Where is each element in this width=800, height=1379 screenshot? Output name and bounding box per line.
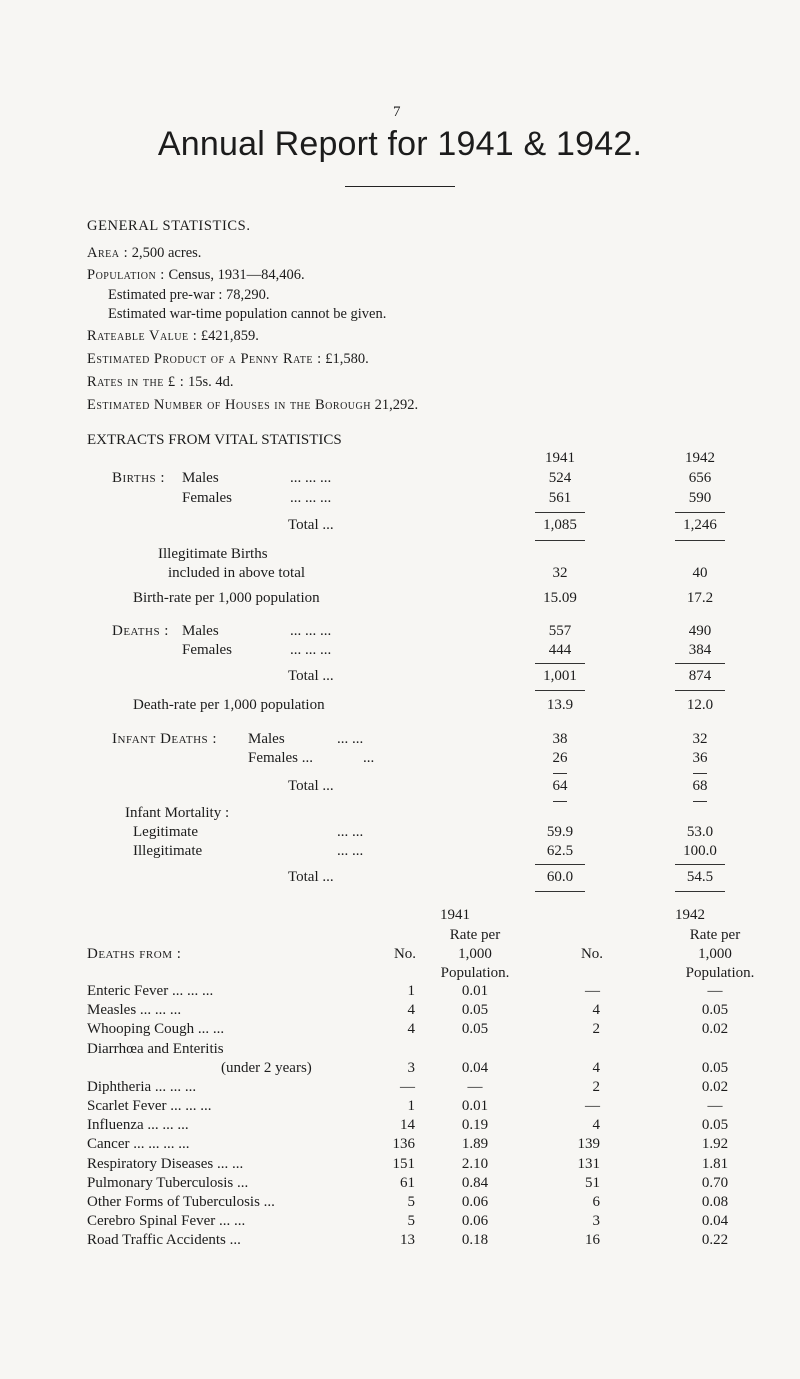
cause-count-1941: 61 [400, 1174, 415, 1191]
mortality-legitimate-1941: 59.9 [546, 824, 574, 840]
deaths-females-1941: 444 [548, 642, 572, 658]
cause-rate-1942: 0.02 [701, 1078, 729, 1095]
area-line [87, 245, 201, 262]
rate-header-1941-line1: Rate per [449, 927, 501, 943]
birth-rate-label: Birth-rate per 1,000 population [133, 590, 320, 606]
illegitimate-1941: 32 [552, 565, 568, 581]
cause-count-1941: 3 [407, 1059, 415, 1076]
deaths-from-heading: Deaths from : [87, 946, 182, 962]
rule [675, 891, 725, 892]
vital-statistics-heading: EXTRACTS FROM VITAL STATISTICS [87, 432, 342, 448]
cause-rate-1942: — [707, 983, 723, 999]
population-label: Population : [87, 267, 165, 283]
cause-rate-1941: 0.01 [461, 983, 489, 999]
illegitimate-1942: 40 [692, 565, 708, 581]
rates-label: Rates in the £ : [87, 374, 185, 390]
deaths-males-label: Males [182, 623, 219, 639]
page-title: Annual Report for 1941 & 1942. [157, 125, 643, 163]
deaths-females-label: Females [182, 642, 232, 658]
rate-header-1941-line2: 1,000 [458, 946, 492, 962]
mortality-illegitimate-dots: ... ... [337, 843, 364, 859]
cause-count-1941: — [400, 1078, 415, 1095]
no-header-1942: No. [580, 946, 604, 962]
cause-count-1942: 131 [577, 1155, 600, 1172]
births-label: Births : [112, 470, 166, 486]
deaths-males-1942: 490 [688, 623, 712, 639]
cause-rate-1942: 1.92 [701, 1136, 729, 1153]
cause-count-1942: 139 [577, 1136, 600, 1153]
cause-label: Influenza ... ... ... [87, 1117, 189, 1134]
deaths-females-1942: 384 [688, 642, 712, 658]
cause-label: Diarrhœa and Enteritis [87, 1040, 224, 1057]
cause-rate-1941: 0.18 [461, 1232, 489, 1249]
cause-rate-1942: — [707, 1098, 723, 1114]
cause-rate-1942: 0.08 [701, 1194, 729, 1210]
mortality-illegitimate-1942: 100.0 [683, 843, 717, 859]
cause-count-1942: 6 [592, 1194, 600, 1210]
penny-rate-value: £1,580. [325, 351, 369, 367]
penny-rate-line [87, 351, 369, 368]
population-value: Census, 1931—84,406. [168, 267, 305, 283]
area-label: Area : [87, 245, 129, 261]
rateable-value-line [87, 328, 259, 345]
cause-count-1942: 3 [592, 1213, 600, 1230]
rule [675, 690, 725, 691]
rate-header-1942-line2: 1,000 [698, 946, 732, 962]
cause-label: Enteric Fever ... ... ... [87, 983, 214, 999]
mortality-total-1941: 60.0 [546, 869, 574, 885]
cause-label-continued: (under 2 years) [221, 1059, 312, 1076]
cause-count-1942: 2 [592, 1078, 600, 1095]
infant-females-1941: 26 [552, 750, 568, 766]
no-header-1941: No. [393, 946, 417, 962]
cause-rate-1942: 0.22 [701, 1232, 729, 1249]
cause-count-1941: 4 [407, 1002, 415, 1019]
cause-rate-1942: 0.05 [701, 1002, 729, 1019]
mortality-total-1942: 54.5 [686, 869, 714, 885]
cause-rate-1941: 2.10 [461, 1155, 489, 1172]
cause-count-1941: 151 [392, 1155, 415, 1172]
cause-label: Respiratory Diseases ... ... [87, 1155, 244, 1172]
births-males-label: Males [182, 470, 219, 486]
cause-rate-1942: 0.70 [701, 1174, 729, 1191]
rule [535, 690, 585, 691]
births-females-dots: ... ... ... [290, 490, 332, 506]
page-number: 7 [393, 104, 401, 120]
cause-rate-1941: 0.05 [461, 1021, 489, 1038]
infant-mortality-heading: Infant Mortality : [125, 805, 230, 821]
deaths-total-1941: 1,001 [543, 668, 577, 684]
infant-males-dots: ... ... [337, 731, 364, 747]
cause-count-1941: 5 [407, 1213, 415, 1230]
cause-rate-1941: 0.01 [461, 1098, 489, 1114]
birth-rate-1941: 15.09 [543, 590, 577, 606]
cause-rate-1941: — [467, 1078, 483, 1095]
births-males-dots: ... ... ... [290, 470, 332, 486]
births-total-label: Total ... [288, 517, 334, 533]
deaths-from-year-1941: 1941 [440, 907, 470, 923]
deaths-label: Deaths : [112, 623, 169, 639]
infant-females-label: Females ... [248, 750, 313, 766]
rule [535, 864, 585, 865]
births-males-1941: 524 [548, 470, 572, 486]
births-females-1942: 590 [688, 490, 712, 506]
infant-females-1942: 36 [692, 750, 708, 766]
cause-label: Whooping Cough ... ... [87, 1021, 225, 1038]
vital-col-1942: 1942 [685, 450, 715, 466]
cause-count-1942: 4 [592, 1117, 600, 1134]
cause-rate-1942: 0.04 [701, 1213, 729, 1230]
rule [675, 864, 725, 865]
births-total-1942: 1,246 [683, 517, 717, 533]
births-total-1941: 1,085 [543, 517, 577, 533]
births-females-1941: 561 [548, 490, 572, 506]
rule [553, 773, 567, 774]
cause-rate-1942: 0.05 [701, 1059, 729, 1076]
rule [535, 891, 585, 892]
rateable-value-label: Rateable Value : [87, 328, 198, 344]
rule [535, 540, 585, 541]
general-statistics-heading: GENERAL STATISTICS. [87, 218, 251, 234]
rule [535, 512, 585, 513]
rule [535, 663, 585, 664]
cause-label: Other Forms of Tuberculosis ... [87, 1194, 275, 1210]
cause-count-1941: 136 [392, 1136, 415, 1153]
cause-rate-1941: 0.04 [461, 1059, 489, 1076]
cause-count-1942: 51 [585, 1174, 600, 1191]
population-wartime: Estimated war-time population cannot be given. [108, 306, 387, 322]
deaths-from-year-1942: 1942 [675, 907, 705, 923]
area-value: 2,500 acres. [131, 245, 202, 261]
penny-rate-label: Estimated Product of a Penny Rate : [87, 351, 322, 367]
cause-label: Road Traffic Accidents ... [87, 1232, 241, 1249]
infant-total-label: Total ... [288, 778, 334, 794]
cause-label: Scarlet Fever ... ... ... [87, 1098, 212, 1114]
infant-males-label: Males [248, 731, 285, 747]
mortality-illegitimate-label: Illegitimate [133, 843, 203, 859]
cause-rate-1941: 0.06 [461, 1194, 489, 1210]
deaths-males-1941: 557 [548, 623, 572, 639]
houses-label: Estimated Number of Houses in the Borough [87, 397, 371, 413]
infant-females-dots: ... [363, 750, 375, 766]
deaths-males-dots: ... ... ... [290, 623, 332, 639]
rule [675, 540, 725, 541]
infant-total-1942: 68 [692, 778, 708, 794]
cause-count-1942: 2 [592, 1021, 600, 1038]
cause-rate-1942: 0.05 [701, 1117, 729, 1134]
rule [553, 801, 567, 802]
birth-rate-1942: 17.2 [686, 590, 714, 606]
rate-header-1942-line1: Rate per [689, 927, 741, 943]
cause-rate-1941: 0.05 [461, 1002, 489, 1019]
cause-rate-1942: 1.81 [701, 1155, 729, 1172]
cause-rate-1941: 1.89 [461, 1136, 489, 1153]
cause-label: Pulmonary Tuberculosis ... [87, 1174, 249, 1191]
cause-rate-1941: 0.84 [461, 1174, 489, 1191]
cause-label: Cerebro Spinal Fever ... ... [87, 1213, 246, 1230]
houses-line [87, 397, 418, 414]
cause-count-1942: — [585, 983, 600, 999]
mortality-total-label: Total ... [288, 869, 334, 885]
rate-header-1941-line3: Population. [440, 965, 510, 981]
cause-rate-1942: 0.02 [701, 1021, 729, 1038]
deaths-females-dots: ... ... ... [290, 642, 332, 658]
cause-count-1941: 1 [407, 983, 415, 999]
rateable-value-value: £421,859. [200, 328, 259, 344]
mortality-legitimate-dots: ... ... [337, 824, 364, 840]
infant-males-1942: 32 [692, 731, 708, 747]
cause-rate-1941: 0.06 [461, 1213, 489, 1230]
illegitimate-line2: included in above total [168, 565, 306, 581]
cause-count-1941: 5 [407, 1194, 415, 1210]
cause-label: Cancer ... ... ... ... [87, 1136, 190, 1153]
cause-count-1942: 16 [585, 1232, 600, 1249]
infant-total-1941: 64 [552, 778, 568, 794]
cause-count-1941: 1 [407, 1098, 415, 1114]
mortality-legitimate-label: Legitimate [133, 824, 198, 840]
deaths-total-label: Total ... [288, 668, 334, 684]
rates-value: 15s. 4d. [187, 374, 234, 390]
mortality-legitimate-1942: 53.0 [686, 824, 714, 840]
rates-line [87, 374, 234, 391]
mortality-illegitimate-1941: 62.5 [546, 843, 574, 859]
cause-count-1942: 4 [592, 1059, 600, 1076]
vital-col-1941: 1941 [545, 450, 575, 466]
population-prewar: Estimated pre-war : 78,290. [108, 287, 270, 303]
births-females-label: Females [182, 490, 232, 506]
cause-count-1942: — [585, 1098, 600, 1114]
death-rate-1941: 13.9 [546, 697, 574, 713]
death-rate-label: Death-rate per 1,000 population [133, 697, 325, 713]
deaths-total-1942: 874 [688, 668, 712, 684]
title-underline [345, 186, 455, 187]
cause-label: Diphtheria ... ... ... [87, 1078, 197, 1095]
births-males-1942: 656 [688, 470, 712, 486]
rule [675, 512, 725, 513]
cause-count-1941: 13 [400, 1232, 415, 1249]
infant-males-1941: 38 [552, 731, 568, 747]
rule [693, 773, 707, 774]
houses-value: 21,292. [374, 397, 419, 413]
cause-rate-1941: 0.19 [461, 1117, 489, 1134]
cause-count-1941: 4 [407, 1021, 415, 1038]
cause-count-1941: 14 [400, 1117, 415, 1134]
illegitimate-line1: Illegitimate Births [158, 546, 268, 562]
infant-deaths-label: Infant Deaths : [112, 731, 218, 747]
rate-header-1942-line3: Population. [685, 965, 755, 981]
death-rate-1942: 12.0 [686, 697, 714, 713]
rule [675, 663, 725, 664]
rule [693, 801, 707, 802]
cause-label: Measles ... ... ... [87, 1002, 182, 1019]
cause-count-1942: 4 [592, 1002, 600, 1019]
population-line [87, 267, 305, 284]
